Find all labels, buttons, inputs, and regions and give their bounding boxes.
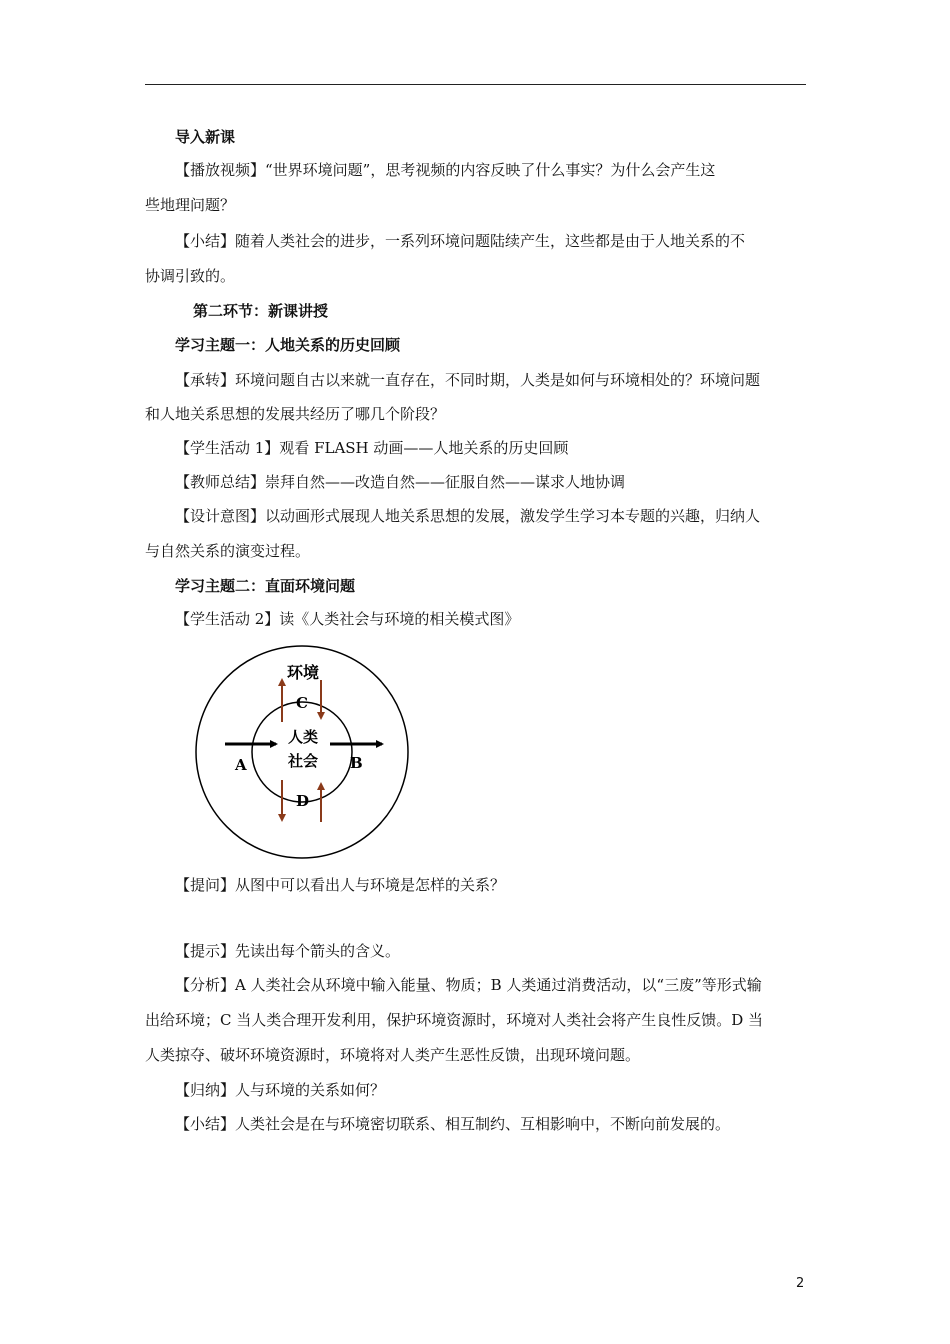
page-number: 2 bbox=[796, 1276, 805, 1291]
paragraph-line: 【设计意图】以动画形式展现人地关系思想的发展，激发学生学习本专题的兴趣，归纳人 bbox=[175, 507, 761, 525]
paragraph-line: 与自然关系的演变过程。 bbox=[145, 542, 311, 560]
paragraph-line: 【分析】A 人类社会从环境中输入能量、物质；B 人类通过消费活动，以“三废”等形式输 bbox=[175, 976, 762, 994]
paragraph-line: 【承转】环境问题自古以来就一直存在，不同时期，人类是如何与环境相处的？环境问题 bbox=[175, 371, 761, 389]
heading-topic-two: 学习主题二：直面环境问题 bbox=[175, 577, 356, 595]
paragraph-line: 【学生活动 1】观看 FLASH 动画——人地关系的历史回顾 bbox=[175, 439, 569, 457]
paragraph-line: 出给环境；C 当人类合理开发利用，保护环境资源时，环境对人类社会将产生良性反馈。D 当 bbox=[145, 1011, 764, 1029]
heading-intro: 导入新课 bbox=[175, 128, 236, 146]
label-c: C bbox=[296, 694, 308, 712]
paragraph-line: 【提问】从图中可以看出人与环境是怎样的关系？ bbox=[175, 876, 506, 894]
label-d: D bbox=[296, 792, 310, 810]
label-environment: 环境 bbox=[287, 663, 320, 682]
label-society-line2: 社会 bbox=[288, 752, 319, 770]
heading-topic-one: 学习主题一：人地关系的历史回顾 bbox=[175, 336, 401, 354]
paragraph-line: 【归纳】人与环境的关系如何？ bbox=[175, 1081, 386, 1099]
paragraph-line: 些地理问题？ bbox=[145, 196, 236, 214]
heading-section-two: 第二环节：新课讲授 bbox=[193, 302, 329, 320]
paragraph-line: 【学生活动 2】读《人类社会与环境的相关模式图》 bbox=[175, 610, 520, 628]
paragraph-line: 协调引致的。 bbox=[145, 267, 236, 285]
paragraph-line: 【提示】先读出每个箭头的含义。 bbox=[175, 942, 401, 960]
paragraph-line: 和人地关系思想的发展共经历了哪几个阶段？ bbox=[145, 405, 446, 423]
label-b: B bbox=[350, 754, 363, 772]
label-society-line1: 人类 bbox=[288, 728, 319, 746]
paragraph-line: 【教师总结】崇拜自然——改造自然——征服自然——谋求人地协调 bbox=[175, 473, 626, 491]
label-a: A bbox=[235, 756, 247, 774]
paragraph-line: 【小结】随着人类社会的进步，一系列环境问题陆续产生，这些都是由于人地关系的不 bbox=[175, 232, 746, 250]
paragraph-line: 【播放视频】“世界环境问题”，思考视频的内容反映了什么事实？为什么会产生这 bbox=[175, 161, 716, 179]
paragraph-line: 人类掠夺、破坏环境资源时，环境将对人类产生恶性反馈，出现环境问题。 bbox=[145, 1046, 641, 1064]
paragraph-line: 【小结】人类社会是在与环境密切联系、相互制约、互相影响中，不断向前发展的。 bbox=[175, 1115, 731, 1133]
human-environment-diagram bbox=[192, 644, 414, 862]
header-rule bbox=[145, 84, 806, 85]
